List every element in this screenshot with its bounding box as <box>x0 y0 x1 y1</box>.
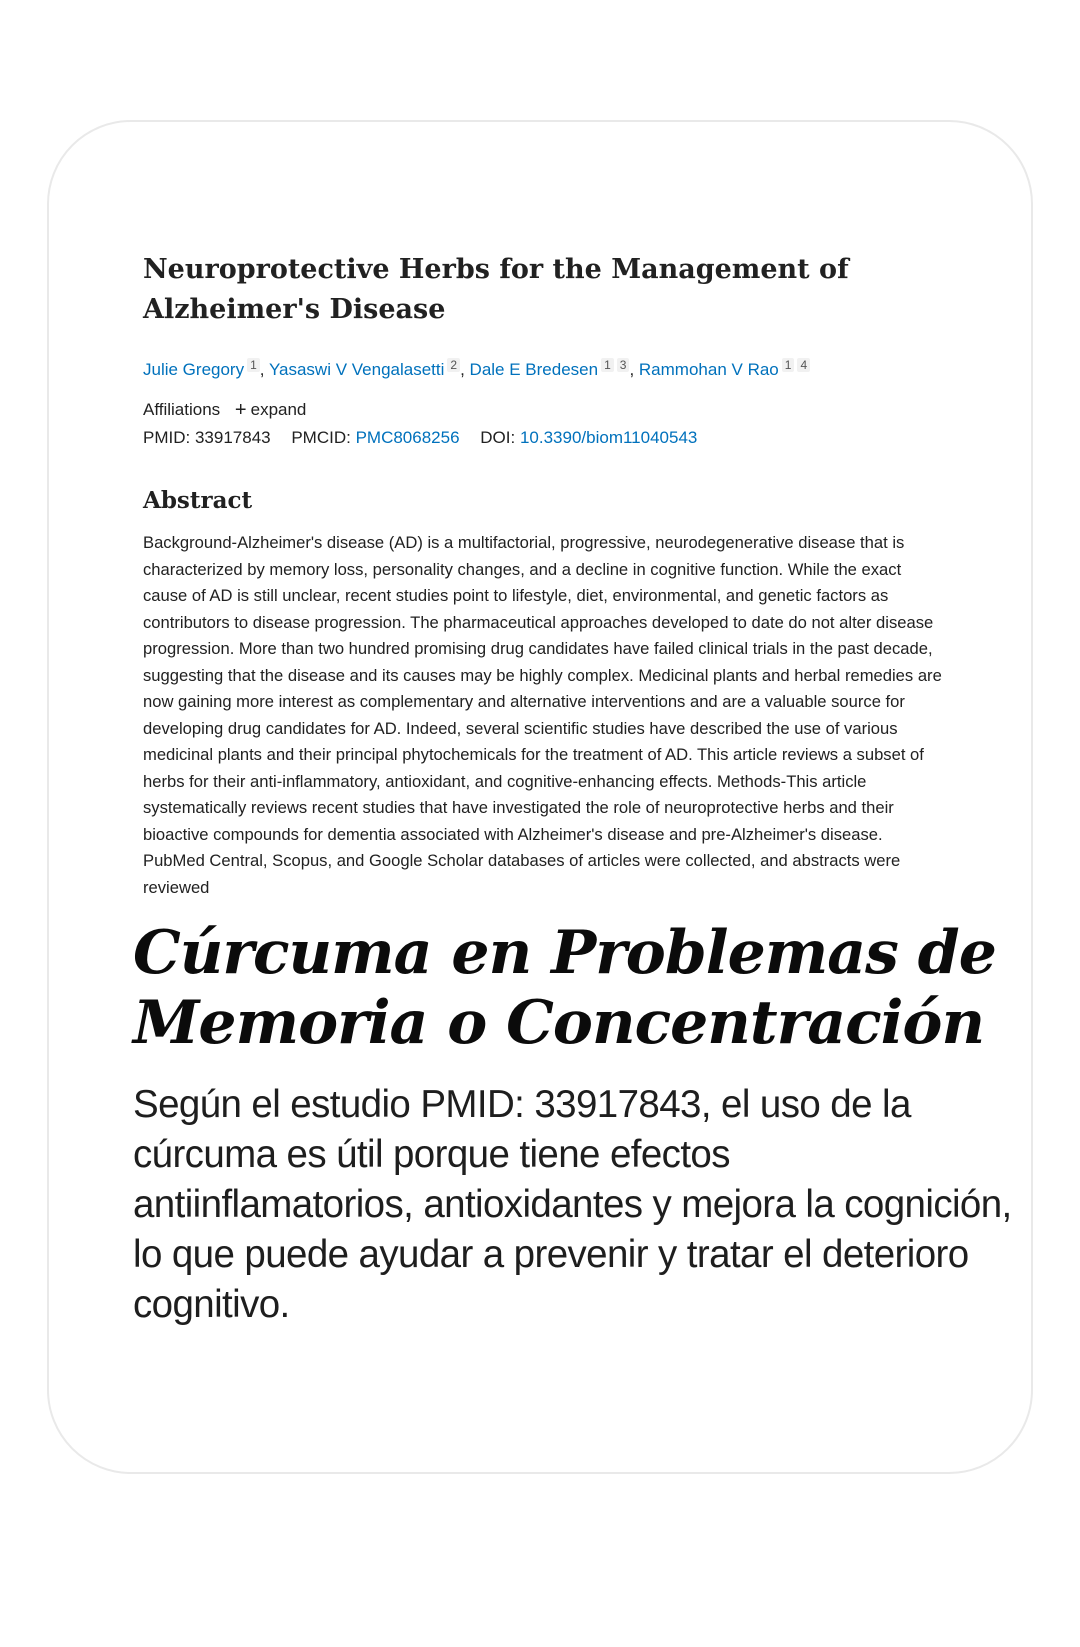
affiliations-label: Affiliations <box>143 400 221 419</box>
pmcid-group <box>291 428 459 447</box>
affiliation-number[interactable]: 1 <box>601 358 614 372</box>
article-title: Neuroprotective Herbs for the Management of Alzheimer's Disease <box>143 254 849 325</box>
author-item <box>470 360 630 379</box>
doi-group <box>480 428 697 447</box>
author-link[interactable]: Rammohan V Rao <box>638 360 779 379</box>
pmcid-link[interactable]: PMC8068256 <box>355 428 460 447</box>
affiliations-expand-button[interactable] <box>235 400 306 419</box>
affiliation-number[interactable]: 4 <box>797 358 810 372</box>
author-item <box>143 360 260 379</box>
author-link[interactable]: Dale E Bredesen <box>469 360 599 379</box>
author-item <box>639 360 810 379</box>
promo-body: Según el estudio PMID: 33917843, el uso de la cúrcuma es útil porque tiene efectos antiinflamatorios, antioxidantes y mejora la cognición, lo que puede ayudar a prevenir y tratar el deterioro cognitivo. <box>133 1083 1012 1326</box>
affiliation-number[interactable]: 3 <box>617 358 630 372</box>
plus-icon: + <box>234 399 247 421</box>
pmid-value: 33917843 <box>194 428 271 447</box>
author-list: Julie Gregory 1 , Yasaswi V Vengalasetti 2 , Dale E Bredesen 1 3 , Rammohan V Rao 1 4 <box>143 358 943 382</box>
doi-label: DOI: <box>480 428 516 447</box>
author-item <box>269 360 460 379</box>
pmid-label: PMID: <box>143 428 191 447</box>
promo-title: Cúrcuma en Problemas de Memoria o Concentración <box>133 918 996 1058</box>
identifiers-row <box>143 426 943 450</box>
author-link[interactable]: Julie Gregory <box>143 360 245 379</box>
article-screenshot <box>143 250 943 897</box>
affiliation-number[interactable]: 1 <box>247 358 260 372</box>
affiliation-number[interactable]: 2 <box>447 358 460 372</box>
expand-label: expand <box>250 400 307 419</box>
affiliations-row <box>143 398 943 422</box>
doi-link[interactable]: 10.3390/biom11040543 <box>519 428 698 447</box>
pmid-group <box>143 428 271 447</box>
author-link[interactable]: Yasaswi V Vengalasetti <box>268 360 445 379</box>
pmcid-label: PMCID: <box>291 428 351 447</box>
affiliation-number[interactable]: 1 <box>782 358 795 372</box>
abstract-text: Background-Alzheimer's disease (AD) is a multifactorial, progressive, neurodegenerative disease that is characterized by memory loss, personality changes, and a decline in cognitive function. While the exact cause of AD is still unclear, recent studies point to lifestyle, diet, environmental, and genetic factors as contributors to disease progression. The pharmaceutical approaches developed to date do not alter disease progression. More than two hundred promising drug candidates have failed clinical trials in the past decade, suggesting that the disease and its causes may be highly complex. Medicinal plants and herbal remedies are now gaining more interest as complementary and alternative interventions and are a valuable source for developing drug candidates for AD. Indeed, several scientific studies have described the use of various medicinal plants and their principal phytochemicals for the treatment of AD. This article reviews a subset of herbs for their anti-inflammatory, antioxidant, and cognitive-enhancing effects. Methods-This article systematically reviews recent studies that have investigated the role of neuroprotective herbs and their bioactive compounds for dementia associated with Alzheimer's disease and pre-Alzheimer's disease. PubMed Central, Scopus, and Google Scholar databases of articles were collected, and abstracts were reviewed <box>143 533 942 897</box>
promo-section <box>133 918 1013 1330</box>
abstract-heading: Abstract <box>143 487 253 514</box>
